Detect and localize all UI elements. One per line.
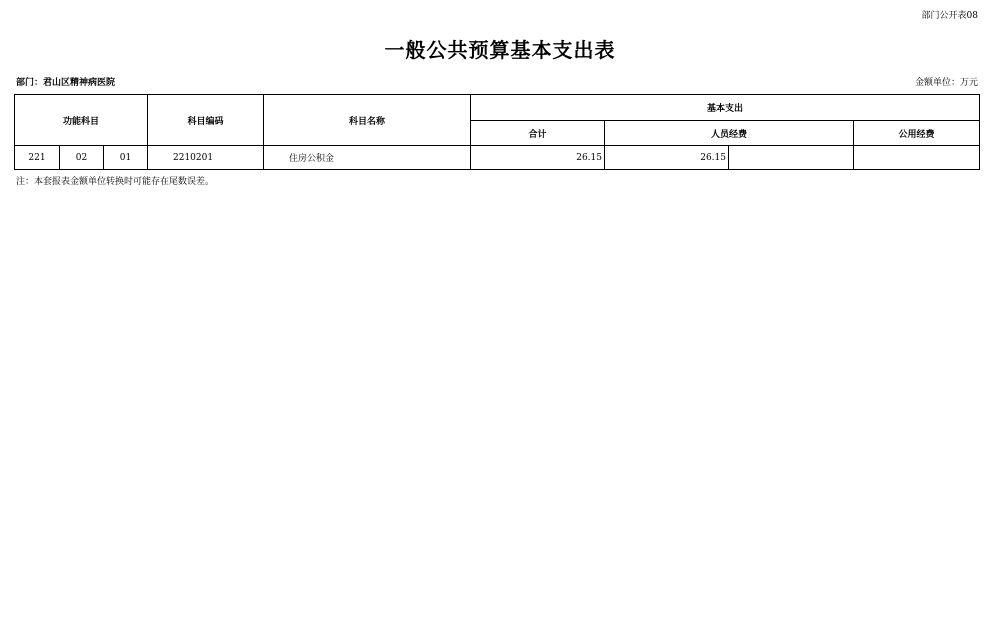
- cell-public: [854, 146, 980, 170]
- cell-class: 221: [15, 146, 60, 170]
- header-basic-expenditure: 基本支出: [471, 95, 980, 121]
- header-total: 合计: [471, 121, 605, 146]
- header-subject-code: 科目编码: [148, 95, 264, 146]
- cell-code: 2210201: [148, 146, 264, 170]
- header-public: 公用经费: [854, 121, 980, 146]
- header-subject-name: 科目名称: [264, 95, 471, 146]
- footnote: 注：本套报表金额单位转换时可能存在尾数误差。: [16, 177, 215, 187]
- cell-personnel: 26.15: [605, 146, 729, 170]
- header-func-subject: 功能科目: [15, 95, 148, 146]
- department-label: 部门：君山区精神病医院: [16, 78, 116, 88]
- page-title: 一般公共预算基本支出表: [384, 38, 616, 62]
- header-personnel: 人员经费: [605, 121, 854, 146]
- cell-total: 26.15: [471, 146, 605, 170]
- cell-name: 住房公积金: [264, 146, 471, 170]
- table-row: [15, 146, 980, 170]
- cell-section: 01: [104, 146, 148, 170]
- budget-table: [14, 94, 980, 170]
- doc-code: 部门公开表08: [921, 11, 978, 21]
- cell-empty: [729, 146, 854, 170]
- cell-item: 02: [60, 146, 104, 170]
- header-row-1: [15, 95, 980, 121]
- amount-unit-label: 金额单位：万元: [914, 78, 978, 88]
